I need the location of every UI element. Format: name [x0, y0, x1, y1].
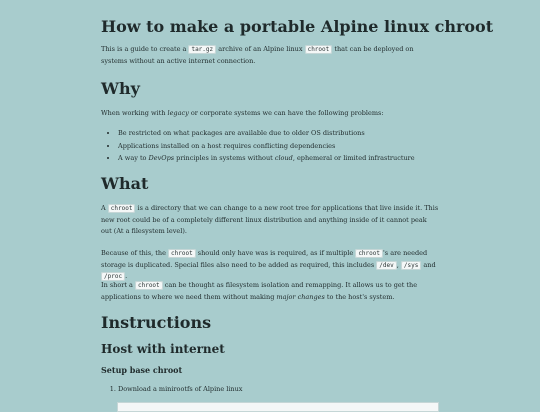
what-paragraph-3 [101, 280, 439, 303]
intro-text: This is a guide to create a [101, 45, 189, 53]
intro-text: archive of an Alpine linux [216, 45, 305, 53]
inline-code: /proc [101, 272, 125, 281]
what-text: Because of this, the [101, 249, 169, 257]
emphasis: legacy [167, 109, 189, 117]
emphasis: DevOps [148, 154, 175, 162]
inline-code: /dev [376, 261, 396, 270]
what-text: 's are needed storage is duplicated. Special files also need to be added as required, this includes [101, 249, 428, 269]
emphasis: major changes [276, 292, 325, 301]
what-text: should only have was is required, as if multiple [195, 249, 356, 257]
heading-what: What [101, 174, 149, 193]
list-item [118, 152, 448, 165]
list-item-text: , ephemeral or limited infrastructure [292, 154, 415, 162]
list-item-text: A way to [118, 154, 149, 162]
heading-instructions: Instructions [101, 313, 212, 332]
steps-list [101, 384, 448, 396]
what-text: is a directory that we can change to a new root tree for applications that live inside it. This new root could be of a completely different linux distribution and anything inside of it cannot peak out (At a filesystem level). [101, 204, 439, 235]
list-item: 1. Download a minirootfs of Alpine linux [118, 384, 448, 396]
why-text: or corporate systems we can have the following problems: [188, 109, 384, 117]
what-text: to the host's system. [324, 292, 395, 301]
why-text: When working with [101, 109, 168, 117]
what-text: . [125, 272, 128, 280]
problems-list [101, 127, 448, 165]
what-text: A [101, 204, 108, 212]
what-paragraph-2 [101, 248, 439, 283]
why-paragraph [101, 108, 439, 120]
intro-text: that can be deployed on systems without an active internet connection. [101, 45, 414, 65]
what-text: In short a [101, 281, 135, 289]
heading-why: Why [101, 79, 140, 98]
inline-code: /sys [401, 261, 421, 270]
inline-code: chroot [108, 204, 136, 213]
what-text: , [396, 260, 401, 269]
what-paragraph-1 [101, 203, 439, 238]
what-text: can be thought as filesystem isolation and remapping. It allows us to get the applications to where we need them without making [101, 281, 418, 301]
inline-code: chroot [355, 249, 383, 258]
list-item: • Be restricted on what packages are available due to older OS distributions [118, 127, 448, 140]
code-block [117, 402, 439, 412]
inline-code: chroot [305, 45, 333, 54]
inline-code: tar.gz [188, 45, 216, 54]
inline-code: chroot [168, 249, 196, 258]
heading-host-with-internet: Host with internet [101, 342, 225, 356]
heading-setup-base-chroot: Setup base chroot [101, 365, 183, 375]
inline-code: chroot [135, 281, 163, 290]
intro-paragraph [101, 44, 439, 67]
page-title: How to make a portable Alpine linux chroot [101, 17, 494, 36]
what-text: and [421, 260, 436, 269]
list-item-text: principles in systems without [174, 154, 275, 162]
emphasis: cloud [274, 154, 293, 162]
list-item: • Applications installed on a host requires conflicting dependencies [118, 140, 448, 153]
